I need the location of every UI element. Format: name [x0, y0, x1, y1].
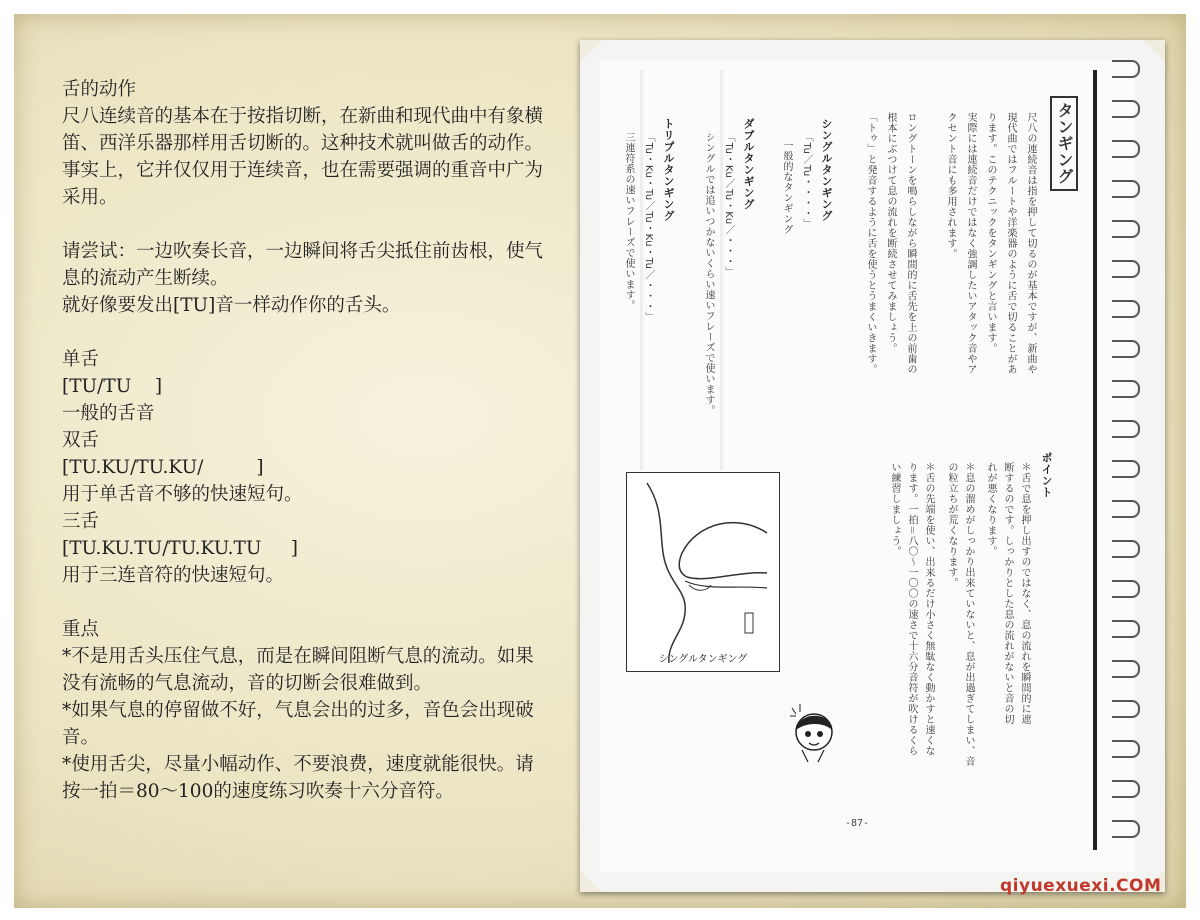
scan-single-pattern: 「Tu／Tu・・・・」: [801, 132, 812, 230]
photo-corner: [580, 40, 602, 62]
double-desc: 用于单舌音不够的快速短句。: [62, 484, 303, 505]
binding-ring: [1112, 180, 1140, 198]
binding-ring: [1112, 740, 1140, 758]
scan-triple-desc: 三連符系の速いフレーズで使います。: [623, 132, 634, 311]
chinese-text-column: [62, 76, 552, 805]
paragraph: 就好像要发出[TU]音一样动作你的舌头。: [62, 295, 401, 316]
binding-ring: [1112, 780, 1140, 798]
scan-point-line: 断するのです。しっかりとした息の流れがないと音の切: [1002, 462, 1013, 725]
point: *使用舌尖，尽量小幅动作、不要浪费，速度就能很快。请按一拍＝80～100的速度练习吹奏十六分音符。: [62, 754, 534, 802]
paragraph: 事实上，它并仅仅用于连续音，也在需要强调的重音中广为采用。: [62, 160, 544, 208]
point: *不是用舌头压住气息，而是在瞬间阻断气息的流动。如果没有流畅的气息流动，音的切断会很难做到。: [62, 646, 534, 694]
cartoon-face-icon: [788, 702, 836, 764]
binding-ring: [1112, 660, 1140, 678]
scan-intro-line: 尺八の連続音は指を押して切るのが基本ですが、新曲や: [1025, 112, 1036, 375]
triple-pattern: [TU.KU.TU/TU.KU.TU ]: [62, 538, 299, 559]
scan-intro-line: 現代曲ではフルートや洋楽器のように舌で切ることがあ: [1005, 112, 1016, 375]
illustration-caption: シングルタンギング: [658, 654, 748, 665]
scan-intro-line: ります。このテクニックをタンギングと言います。: [985, 112, 996, 354]
binding-ring: [1112, 620, 1140, 638]
scan-double-pattern: 「Tu・Ku／Tu・Ku／・・・」: [723, 132, 734, 278]
double-pattern: [TU.KU/TU.KU/ ]: [62, 457, 264, 478]
scan-double-head: ダブルタンギング: [742, 118, 755, 210]
binding-ring: [1112, 580, 1140, 598]
binding-ring: [1112, 380, 1140, 398]
scan-double-desc: シングルでは追いつかないくらい速いフレーズで使います。: [703, 132, 714, 416]
scan-practice-line: 「トゥ」と発音するように舌を使うとうまくいきます。: [865, 112, 876, 375]
scan-point-line: ＊舌で息を押し出すのではなく、息の流れを瞬間的に遮: [1019, 462, 1030, 725]
binding-ring: [1112, 140, 1140, 158]
scan-practice-line: ロングトーンを鳴らしながら瞬間的に舌先を上の前歯の: [905, 112, 916, 375]
scan-intro-line: 実際には連続音だけではなく強調したいアタック音やア: [965, 112, 976, 375]
scan-point-line: ＊息の溜めがしっかり出来ていないと、息が出過ぎてしまい、音: [963, 462, 974, 767]
single-pattern: [TU/TU ]: [62, 376, 163, 397]
paragraph: 请尝试：一边吹奏长音，一边瞬间将舌尖抵住前齿根，使气息的流动产生断续。: [62, 241, 544, 289]
binding-ring: [1112, 300, 1140, 318]
binding-ring: [1112, 700, 1140, 718]
scan-single-head: シングルタンギング: [820, 118, 833, 222]
paragraph: 尺八连续音的基本在于按指切断，在新曲和现代曲中有象横笛、西洋乐器那样用舌切断的。这种技术就叫做舌的动作。: [62, 106, 544, 154]
photo-corner: [580, 870, 602, 892]
binding-ring: [1112, 340, 1140, 358]
scan-triple-pattern: 「Tu・Ku・Tu／Tu・Ku・Tu／・・・」: [643, 132, 654, 323]
scan-single-desc: 一般的なタンギング: [781, 140, 792, 235]
binding-ring: [1112, 460, 1140, 478]
triple-desc: 用于三连音符的快速短句。: [62, 565, 285, 586]
binding-ring: [1112, 820, 1140, 838]
binding-ring: [1112, 540, 1140, 558]
binding-ring: [1112, 260, 1140, 278]
scan-point-head: ポイント: [1040, 452, 1053, 498]
binding-ring: [1112, 500, 1140, 518]
binding-rings: [1098, 60, 1148, 880]
scan-point-line: ります。一拍＝八〇～一〇〇の速さで十六分音符が吹けるくら: [906, 462, 917, 756]
scan-point-line: い練習しましょう。: [889, 462, 900, 557]
scan-title: タンギング: [1050, 96, 1078, 191]
binding-spine: [1093, 70, 1097, 850]
single-desc: 一般的舌音: [62, 403, 155, 424]
scan-point-line: の粒立ちが荒くなります。: [946, 462, 957, 588]
tongue-illustration: [626, 472, 780, 672]
heading: 舌的动作: [62, 79, 137, 100]
binding-ring: [1112, 420, 1140, 438]
watermark-text: qiyuexuexi.COM: [1000, 876, 1162, 896]
section-title-single: 单舌: [62, 349, 100, 370]
scan-practice-line: 根本にぶつけて息の流れを断続させてみましょう。: [885, 112, 896, 354]
mouth-profile-drawing: [627, 473, 779, 671]
binding-ring: [1112, 220, 1140, 238]
point: *如果气息的停留做不好，气息会出的过多，音色会出现破音。: [62, 700, 534, 748]
photo-corner: [1143, 40, 1165, 62]
points-title: 重点: [62, 619, 100, 640]
binding-ring: [1112, 60, 1140, 78]
binding-ring: [1112, 100, 1140, 118]
page-number: -87-: [845, 818, 870, 829]
scan-point-line: れが悪くなります。: [985, 462, 996, 557]
scan-intro-line: クセント音にも多用されます。: [945, 112, 956, 259]
section-title-triple: 三舌: [62, 511, 100, 532]
scan-triple-head: トリプルタンギング: [662, 118, 675, 222]
section-title-double: 双舌: [62, 430, 100, 451]
scan-point-line: ＊舌の先端を使い、出来るだけ小さく無駄なく動かすと速くな: [923, 462, 934, 756]
